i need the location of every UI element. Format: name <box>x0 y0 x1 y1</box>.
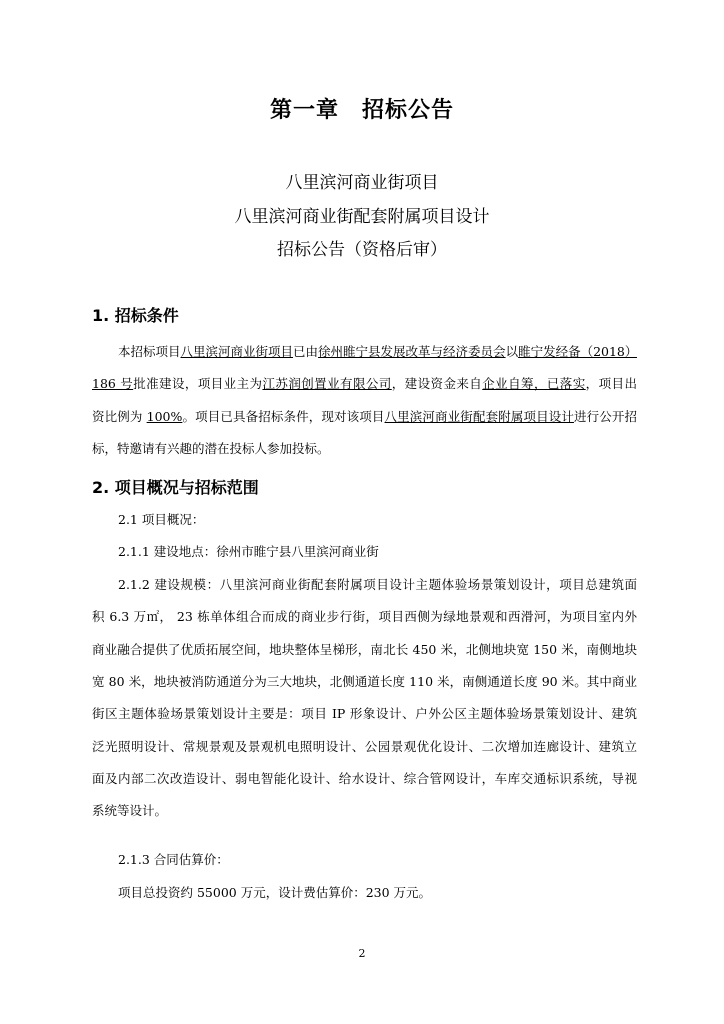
paragraph-line: 宽 80 米，地块被消防通道分为三大地块，北侧通道长度 110 米，南侧通道长度 90 米。其中商业 <box>92 673 637 689</box>
paragraph-line <box>92 374 637 394</box>
filled-field: 江苏润创置业有限公司 <box>262 376 392 392</box>
paragraph-line: 街区主题体验场景策划设计主要是：项目 IP 形象设计、户外公区主题体验场景策划设计、建筑 <box>92 706 637 722</box>
section-2-1-3: 2.1.3 合同估算价： <box>118 852 229 867</box>
filled-field: 徐州睢宁县发展改革与经济委员会 <box>318 344 506 359</box>
text-segment: ，建设资金来自 <box>391 376 483 392</box>
section-2-1-1: 2.1.1 建设地点：徐州市睢宁县八里滨河商业街 <box>118 544 379 559</box>
section-1-heading: 1. 招标条件 <box>92 306 179 325</box>
chapter-title: 第一章 招标公告 <box>269 98 454 123</box>
paragraph-line: 积 6.3 万㎡， 23 栋单体组合而成的商业步行街，项目西侧为绿地景观和西滑河，为项目室内外 <box>92 609 637 625</box>
filled-field: 100% <box>146 408 183 424</box>
contract-estimate: 项目总投资约 55000 万元，设计费估算价：230 万元。 <box>118 885 432 900</box>
text-segment: 。项目已具备招标条件，现对该项目 <box>182 408 385 424</box>
text-segment: 已由 <box>293 344 319 359</box>
filled-field: 八里滨河商业街配套附属项目设计 <box>384 408 574 424</box>
text-segment: 批准建设，项目业主为 <box>133 376 263 392</box>
paragraph-line: 面及内部二次改造设计、弱电智能化设计、给水设计、综合管网设计，车库交通标识系统，导视 <box>92 770 637 786</box>
filled-field: 八里滨河商业街项目 <box>180 344 294 359</box>
paragraph-line <box>118 342 637 362</box>
paragraph-line: 系统等设计。 <box>92 803 168 819</box>
filled-field: 睢宁发经备（2018） <box>518 344 637 359</box>
paragraph-line: 2.1.2 建设规模：八里滨河商业街配套附属项目设计主题体验场景策划设计，项目总建筑面 <box>118 577 637 592</box>
notice-title: 招标公告（资格后审） <box>277 240 447 260</box>
project-name: 八里滨河商业街项目 <box>285 173 439 193</box>
paragraph-line <box>92 407 637 427</box>
subproject-name: 八里滨河商业街配套附属项目设计 <box>234 207 490 227</box>
page-number: 2 <box>358 947 366 960</box>
paragraph-line: 商业融合提供了优质拓展空间，地块整体呈梯形，南北长 450 米，北侧地块宽 150 米，南侧地块 <box>92 641 637 657</box>
text-segment: 以 <box>505 344 519 359</box>
text-segment: 进行公开招 <box>573 408 637 424</box>
text-segment: 本招标项目 <box>118 344 181 359</box>
section-2-heading: 2. 项目概况与招标范围 <box>92 478 259 497</box>
text-segment: 资比例为 <box>92 408 147 424</box>
text-segment: 标，特邀请有兴趣的潜在投标人参加投标。 <box>92 440 330 456</box>
filled-field: 186 号 <box>92 376 134 392</box>
text-segment: ，项目出 <box>585 376 637 392</box>
section-2-1: 2.1 项目概况： <box>118 512 205 527</box>
paragraph-line: 泛光照明设计、常规景观及景观机电照明设计、公园景观优化设计、二次增加连廊设计、建筑立 <box>92 738 637 754</box>
paragraph-line <box>92 439 637 459</box>
filled-field: 企业自筹，已落实 <box>482 376 586 392</box>
